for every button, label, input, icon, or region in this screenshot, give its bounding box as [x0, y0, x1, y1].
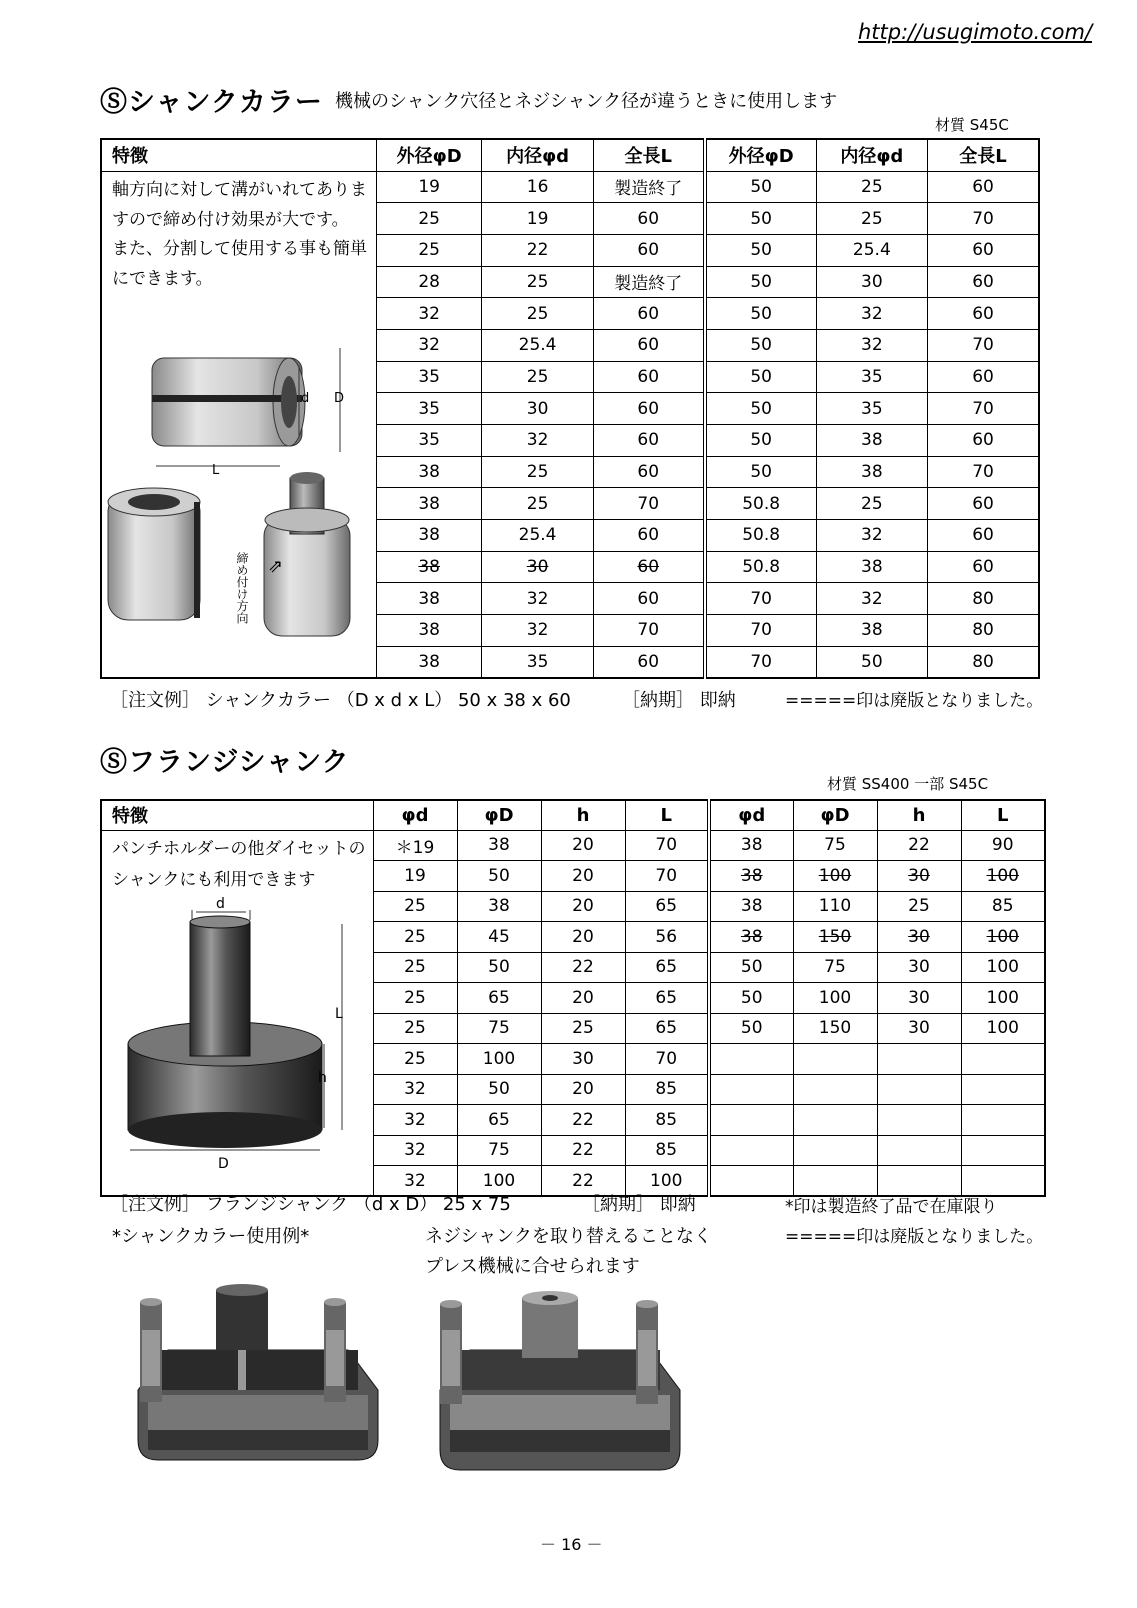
table-cell: 32 — [373, 1135, 457, 1166]
table-cell: 150 — [793, 922, 877, 953]
table-cell: 85 — [625, 1105, 709, 1136]
table-cell: 19 — [373, 861, 457, 892]
header-feature: 特徴 — [101, 800, 373, 830]
shank-collar-delivery: ［納期］ 即納 — [622, 690, 736, 711]
table-cell: 50.8 — [705, 551, 816, 583]
table-cell — [793, 1044, 877, 1075]
table-cell: 20 — [541, 922, 625, 953]
label-L: L — [212, 463, 220, 478]
table-cell: 60 — [593, 329, 704, 361]
table-cell: 25 — [816, 171, 927, 203]
table-cell: ＊19 — [373, 830, 457, 861]
table-cell: 25.4 — [816, 234, 927, 266]
table-cell — [877, 1044, 961, 1075]
table-cell: 20 — [541, 891, 625, 922]
usage-description-line2: プレス機械に合せられます — [425, 1256, 640, 1277]
table-cell: 38 — [377, 551, 482, 583]
table-cell: 90 — [961, 830, 1045, 861]
flange-shank-title-text: Ⓢフランジシャンク — [100, 747, 350, 778]
table-cell: 38 — [816, 456, 927, 488]
table-cell: 65 — [625, 983, 709, 1014]
table-cell: 38 — [377, 488, 482, 520]
table-cell: 30 — [541, 1044, 625, 1075]
table-cell: 32 — [816, 583, 927, 615]
table-cell: 35 — [816, 393, 927, 425]
label-tightening-direction: 締め付け方向 — [235, 552, 249, 624]
table-cell: 50 — [705, 361, 816, 393]
table-cell: 30 — [877, 922, 961, 953]
table-cell: 25 — [377, 203, 482, 235]
table-cell: 100 — [961, 952, 1045, 983]
table-cell: 60 — [593, 393, 704, 425]
table-cell: 38 — [709, 861, 793, 892]
table-cell: 28 — [377, 266, 482, 298]
table-cell: 50 — [705, 171, 816, 203]
site-url-link[interactable]: http://usugimoto.com/ — [858, 20, 1093, 44]
table-cell: 50 — [705, 298, 816, 330]
table-cell: 16 — [482, 171, 593, 203]
table-cell: 38 — [816, 551, 927, 583]
table-cell: 30 — [877, 1013, 961, 1044]
table-cell: 50 — [705, 203, 816, 235]
table-cell: 22 — [541, 1105, 625, 1136]
table-cell: 100 — [457, 1044, 541, 1075]
table-cell: 25 — [373, 1044, 457, 1075]
table-cell — [793, 1105, 877, 1136]
usage-description-line1: ネジシャンクを取り替えることなく — [425, 1226, 712, 1247]
usage-photo-left — [128, 1290, 388, 1480]
shank-collar-title-text: Ⓢシャンクカラー — [100, 87, 323, 118]
star-note: *印は製造終了品で在庫限り — [785, 1197, 998, 1217]
table-cell: 70 — [928, 456, 1039, 488]
table-cell: 100 — [961, 861, 1045, 892]
shank-collar-order-example: ［注文例］ シャンクカラー （D x d x L） 50 x 38 x 60 — [110, 690, 571, 711]
table-cell: 50 — [705, 456, 816, 488]
table-cell: 25 — [482, 456, 593, 488]
table-cell — [709, 1105, 793, 1136]
table-cell: 30 — [877, 952, 961, 983]
flange-shank-diagram — [120, 896, 370, 1180]
header-inner-diameter: 内径φd — [816, 139, 927, 171]
table-cell: 60 — [928, 266, 1039, 298]
header-length: 全長L — [593, 139, 704, 171]
table-cell: 70 — [928, 329, 1039, 361]
usage-caption: *シャンクカラー使用例* — [112, 1226, 310, 1247]
table-cell: 30 — [877, 983, 961, 1014]
header-length: L — [961, 800, 1045, 830]
table-cell: 製造終了 — [593, 266, 704, 298]
table-cell: 100 — [961, 983, 1045, 1014]
table-cell: 75 — [793, 952, 877, 983]
table-cell: 38 — [709, 830, 793, 861]
table-cell: 25 — [541, 1013, 625, 1044]
header-flange-diameter: φD — [457, 800, 541, 830]
header-inner-diameter: 内径φd — [482, 139, 593, 171]
table-cell: 70 — [625, 861, 709, 892]
table-cell: 35 — [816, 361, 927, 393]
table-cell — [961, 1135, 1045, 1166]
table-cell: 38 — [709, 922, 793, 953]
page-number: － 16 － — [540, 1535, 603, 1554]
label-d: d — [216, 896, 225, 912]
table-cell: 25 — [482, 298, 593, 330]
table-cell: 35 — [377, 361, 482, 393]
table-cell: 32 — [377, 298, 482, 330]
table-cell: 65 — [625, 1013, 709, 1044]
table-cell: 25 — [373, 983, 457, 1014]
table-cell: 60 — [928, 234, 1039, 266]
table-cell: 19 — [482, 203, 593, 235]
table-cell: 60 — [593, 425, 704, 457]
table-cell: 75 — [457, 1013, 541, 1044]
table-cell: 25 — [816, 203, 927, 235]
table-cell: 38 — [377, 646, 482, 678]
table-cell: 38 — [377, 520, 482, 552]
table-cell: 25 — [373, 952, 457, 983]
table-cell: 65 — [457, 1105, 541, 1136]
table-cell: 70 — [705, 583, 816, 615]
table-cell: 60 — [593, 520, 704, 552]
table-cell: 25 — [377, 234, 482, 266]
table-cell: 60 — [928, 488, 1039, 520]
flange-shank-order-example: ［注文例］ フランジシャンク （d x D） 25 x 75 — [110, 1194, 511, 1215]
table-cell: 60 — [593, 583, 704, 615]
table-cell: 110 — [793, 891, 877, 922]
table-cell: 80 — [928, 583, 1039, 615]
table-cell: 35 — [377, 425, 482, 457]
flange-discontinued-note: =====印は廃版となりました。 — [785, 1227, 1044, 1247]
table-cell: 50 — [457, 952, 541, 983]
table-cell: 20 — [541, 1074, 625, 1105]
table-cell: 60 — [928, 171, 1039, 203]
table-cell: 19 — [377, 171, 482, 203]
table-cell: 60 — [593, 203, 704, 235]
table-cell: 38 — [377, 456, 482, 488]
table-cell: 100 — [961, 1013, 1045, 1044]
table-cell: 50 — [705, 266, 816, 298]
table-cell: 100 — [961, 922, 1045, 953]
table-cell: 50 — [705, 329, 816, 361]
table-cell: 45 — [457, 922, 541, 953]
table-cell — [961, 1105, 1045, 1136]
table-cell: 22 — [877, 830, 961, 861]
table-cell — [961, 1044, 1045, 1075]
table-cell: 38 — [816, 425, 927, 457]
header-length: 全長L — [928, 139, 1039, 171]
table-cell: 32 — [482, 583, 593, 615]
table-cell — [709, 1135, 793, 1166]
table-cell: 22 — [541, 952, 625, 983]
table-cell: 70 — [625, 1044, 709, 1075]
table-cell: 32 — [373, 1105, 457, 1136]
table-cell: 30 — [482, 393, 593, 425]
label-D: D — [334, 391, 345, 406]
table-cell: 60 — [928, 520, 1039, 552]
shank-collar-feature-text: 軸方向に対して溝がいれてありますので締め付け効果が大です。 また、分割して使用する事も簡単にできます。 — [112, 180, 367, 289]
table-cell: 50 — [709, 983, 793, 1014]
header-outer-diameter: 外径φD — [705, 139, 816, 171]
table-cell: 25 — [816, 488, 927, 520]
table-cell: 70 — [625, 830, 709, 861]
table-cell — [961, 1074, 1045, 1105]
table-cell — [877, 1105, 961, 1136]
table-cell: 85 — [961, 891, 1045, 922]
table-cell: 60 — [593, 298, 704, 330]
table-cell: 70 — [593, 488, 704, 520]
usage-photo-right — [430, 1290, 690, 1490]
table-cell: 56 — [625, 922, 709, 953]
table-cell: 50 — [457, 861, 541, 892]
table-cell: 50 — [709, 1013, 793, 1044]
table-cell: 25 — [482, 266, 593, 298]
table-cell: 100 — [457, 1166, 541, 1197]
table-cell: 32 — [373, 1074, 457, 1105]
table-cell: 25 — [877, 891, 961, 922]
table-cell: 32 — [373, 1166, 457, 1197]
table-cell: 製造終了 — [593, 171, 704, 203]
table-cell: 32 — [482, 425, 593, 457]
table-cell: 60 — [928, 551, 1039, 583]
table-cell: 20 — [541, 983, 625, 1014]
header-length: L — [625, 800, 709, 830]
table-cell: 20 — [541, 830, 625, 861]
shank-collar-material: 材質 S45C — [935, 116, 1009, 134]
table-cell: 30 — [816, 266, 927, 298]
table-cell: 75 — [793, 830, 877, 861]
table-cell: 35 — [482, 646, 593, 678]
table-cell: 50 — [816, 646, 927, 678]
table-cell: 50 — [709, 952, 793, 983]
header-flange-height: h — [877, 800, 961, 830]
table-cell: 60 — [593, 646, 704, 678]
table-cell: 25 — [482, 488, 593, 520]
table-cell: 60 — [593, 361, 704, 393]
label-h: h — [318, 1070, 327, 1086]
table-cell: 50.8 — [705, 520, 816, 552]
label-D: D — [218, 1156, 229, 1172]
flange-shank-delivery: ［納期］ 即納 — [582, 1194, 696, 1215]
table-cell: 60 — [928, 425, 1039, 457]
table-cell: 85 — [625, 1135, 709, 1166]
table-cell: 30 — [482, 551, 593, 583]
table-cell: 38 — [816, 615, 927, 647]
table-cell: 100 — [625, 1166, 709, 1197]
table-cell: 50.8 — [705, 488, 816, 520]
table-cell: 50 — [457, 1074, 541, 1105]
shank-collar-diagram — [104, 340, 366, 670]
table-cell: 35 — [377, 393, 482, 425]
table-cell: 32 — [816, 520, 927, 552]
table-cell: 20 — [541, 861, 625, 892]
table-cell: 32 — [816, 298, 927, 330]
table-cell: 25 — [373, 922, 457, 953]
label-L: L — [335, 1006, 343, 1022]
table-cell: 50 — [705, 425, 816, 457]
table-cell: 32 — [377, 329, 482, 361]
table-cell — [793, 1074, 877, 1105]
table-cell: 38 — [457, 830, 541, 861]
table-cell: 60 — [593, 551, 704, 583]
table-cell: 65 — [625, 891, 709, 922]
table-cell: 25 — [373, 891, 457, 922]
table-cell: 60 — [593, 456, 704, 488]
table-cell: 60 — [593, 234, 704, 266]
table-cell: 25 — [373, 1013, 457, 1044]
table-cell: 70 — [593, 615, 704, 647]
table-cell: 80 — [928, 615, 1039, 647]
table-cell: 70 — [928, 393, 1039, 425]
table-cell: 38 — [709, 891, 793, 922]
table-cell: 32 — [816, 329, 927, 361]
table-cell — [877, 1135, 961, 1166]
table-cell — [877, 1074, 961, 1105]
table-cell: 50 — [705, 234, 816, 266]
header-flange-height: h — [541, 800, 625, 830]
table-cell: 25 — [482, 361, 593, 393]
table-cell: 75 — [457, 1135, 541, 1166]
table-cell: 50 — [705, 393, 816, 425]
table-cell: 65 — [457, 983, 541, 1014]
table-cell: 38 — [377, 615, 482, 647]
table-cell: 30 — [877, 861, 961, 892]
table-cell: 100 — [793, 861, 877, 892]
table-cell: 25.4 — [482, 329, 593, 361]
header-outer-diameter: 外径φD — [377, 139, 482, 171]
table-cell: 60 — [928, 298, 1039, 330]
table-cell: 70 — [705, 646, 816, 678]
table-cell: 70 — [928, 203, 1039, 235]
table-cell: 70 — [705, 615, 816, 647]
header-flange-diameter: φD — [793, 800, 877, 830]
label-d: d — [301, 391, 310, 406]
table-cell — [793, 1135, 877, 1166]
shank-collar-title — [100, 80, 323, 119]
table-cell: 38 — [457, 891, 541, 922]
table-cell: 22 — [541, 1135, 625, 1166]
table-cell: 25.4 — [482, 520, 593, 552]
table-cell: 85 — [625, 1074, 709, 1105]
table-cell — [709, 1074, 793, 1105]
flange-shank-material: 材質 SS400 一部 S45C — [827, 775, 989, 793]
flange-shank-feature-text: パンチホルダーの他ダイセットのシャンクにも利用できます — [112, 839, 366, 890]
header-feature: 特徴 — [101, 139, 377, 171]
shank-collar-subtitle: 機械のシャンク穴径とネジシャンク径が違うときに使用します — [335, 91, 838, 112]
table-cell: 22 — [482, 234, 593, 266]
table-cell: 38 — [377, 583, 482, 615]
table-cell: 65 — [625, 952, 709, 983]
table-cell — [709, 1044, 793, 1075]
table-cell: 150 — [793, 1013, 877, 1044]
header-shank-diameter: φd — [709, 800, 793, 830]
shank-collar-discontinued-note: =====印は廃版となりました。 — [785, 691, 1044, 711]
table-cell: 22 — [541, 1166, 625, 1197]
svg-text:⇗: ⇗ — [268, 556, 284, 577]
header-shank-diameter: φd — [373, 800, 457, 830]
table-cell — [709, 1166, 793, 1197]
table-cell: 32 — [482, 615, 593, 647]
table-cell: 60 — [928, 361, 1039, 393]
table-cell: 80 — [928, 646, 1039, 678]
table-cell: 100 — [793, 983, 877, 1014]
flange-shank-title — [100, 740, 350, 779]
